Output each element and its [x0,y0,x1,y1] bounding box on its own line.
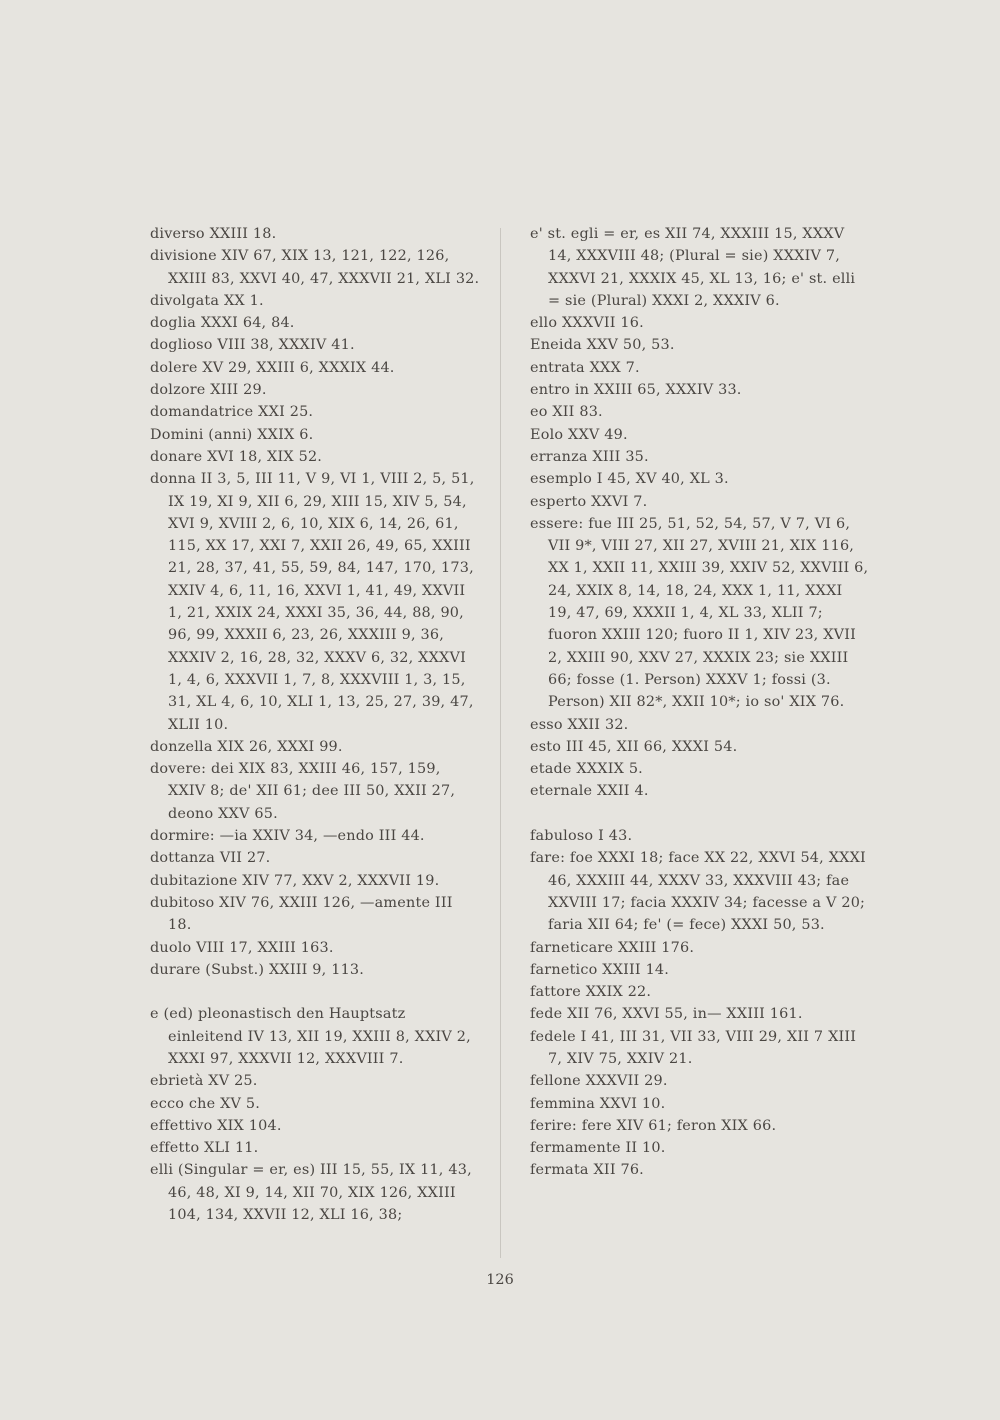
index-entry: effettivo XIX 104. [150,1117,282,1134]
index-entry: dubitoso XIV 76, XXIII 126, —amente III 18. [150,894,453,934]
index-entry: farnetico XXIII 14. [530,961,670,978]
index-entry: e (ed) pleonastisch den Hauptsatz einleitend IV 13, XII 19, XXIII 8, XXIV 2, XXXI 97, XXXVII 12, XXXVIII 7. [150,1006,471,1067]
index-entry: fedele I 41, III 31, VII 33, VIII 29, XII 7 XIII 7, XIV 75, XXIV 21. [530,1028,857,1067]
index-entry: fabuloso I 43. [530,828,633,845]
index-entry: fede XII 76, XXVI 55, in— XXIII 161. [530,1006,803,1023]
index-entry: effetto XLI 11. [150,1140,259,1157]
index-entry: doglia XXXI 64, 84. [150,315,295,332]
index-entry: esperto XXVI 7. [530,493,648,510]
index-entry: duolo VIII 17, XXIII 163. [150,939,334,956]
index-entry: esso XXII 32. [530,716,629,733]
index-entry: ferire: fere XIV 61; feron XIX 66. [530,1117,777,1134]
index-entry: dubitazione XIV 77, XXV 2, XXXVII 19. [150,872,440,889]
index-entry: doglioso VIII 38, XXXIV 41. [150,337,355,354]
index-entry: erranza XIII 35. [530,448,649,465]
index-entry: Eolo XXV 49. [530,426,628,443]
index-entry: fermata XII 76. [530,1162,644,1179]
index-entry: esto III 45, XII 66, XXXI 54. [530,738,738,755]
column-divider [500,228,501,1258]
index-entry: dormire: —ia XXIV 34, —endo III 44. [150,828,425,845]
index-entry: ebrietà XV 25. [150,1073,258,1090]
index-entry: entrata XXX 7. [530,359,640,376]
section-gap [150,981,480,1003]
index-entry: Eneida XXV 50, 53. [530,337,675,354]
index-entry: Domini (anni) XXIX 6. [150,426,314,443]
index-entry: eo XII 83. [530,404,603,421]
index-entry: etade XXXIX 5. [530,761,643,778]
index-entry: elli (Singular = er, es) III 15, 55, IX 11, 43, 46, 48, XI 9, 14, XII 70, XIX 126, XXIII 104, 134, XXVII 12, XLI 16, 38; [150,1162,472,1224]
index-entry: ecco che XV 5. [150,1095,261,1112]
index-entry: femmina XXVI 10. [530,1095,666,1112]
index-entry: fellone XXXVII 29. [530,1073,668,1090]
index-entry: farneticare XXIII 176. [530,939,695,956]
right-column [530,223,870,1182]
index-entry: fattore XXIX 22. [530,984,652,1001]
index-entry: dovere: dei XIX 83, XXIII 46, 157, 159, XXIV 8; de' XII 61; dee III 50, XXII 27, deono XXV 65. [150,761,456,822]
index-entry: dottanza VII 27. [150,850,271,867]
index-entry: diverso XXIII 18. [150,226,277,242]
index-entry: domandatrice XXI 25. [150,404,314,421]
index-entry: donzella XIX 26, XXXI 99. [150,738,343,755]
index-entry: dolere XV 29, XXIII 6, XXXIX 44. [150,359,395,376]
index-entry: dolzore XIII 29. [150,382,267,399]
index-entry: donare XVI 18, XIX 52. [150,448,323,465]
page-number: 126 [486,1272,514,1288]
index-entry: eternale XXII 4. [530,783,649,800]
section-gap [530,803,870,825]
index-entry: ello XXXVII 16. [530,315,644,332]
index-entry: e' st. egli = er, es XII 74, XXXIII 15, XXXV 14, XXXVIII 48; (Plural = sie) XXXIV 7, XXXVI 21, XXXIX 45, XL 13, 16; e' st. elli = sie (Plural) XXXI 2, XXXIV 6. [530,226,856,309]
index-entry: essere: fue III 25, 51, 52, 54, 57, V 7, VI 6, VII 9*, VIII 27, XII 27, XVIII 21, XIX 116, XX 1, XXII 11, XXIII 39, XXIV 52, XXVIII 6, 24, XXIX 8, 14, 18, 24, XXX 1, 11, XXXI 19, 47, 69, XXXII 1, 4, XL 33, XLII 7; fuoron XXIII 120; fuoro II 1, XIV 23, XVII 2, XXIII 90, XXV 27, XXXIX 23; sie XXIII 66; fosse (1. Person) XXXV 1; fossi (3. Person) XII 82*, XXII 10*; io so' XIX 76. [530,515,869,711]
index-entry: fare: foe XXXI 18; face XX 22, XXVI 54, XXXI 46, XXXIII 44, XXXV 33, XXXVIII 43; fae XXVIII 17; facia XXXIV 34; facesse a V 20; faria XII 64; fe' (= fece) XXXI 50, 53. [530,850,866,934]
index-entry: esemplo I 45, XV 40, XL 3. [530,471,729,488]
left-column [150,223,480,1226]
index-entry: divolgata XX 1. [150,292,264,309]
index-entry: durare (Subst.) XXIII 9, 113. [150,961,365,978]
index-entry: fermamente II 10. [530,1140,666,1157]
index-entry: divisione XIV 67, XIX 13, 121, 122, 126, XXIII 83, XXVI 40, 47, XXXVII 21, XLI 32. [150,248,480,287]
index-entry: entro in XXIII 65, XXXIV 33. [530,382,742,399]
index-entry: donna II 3, 5, III 11, V 9, VI 1, VIII 2, 5, 51, IX 19, XI 9, XII 6, 29, XIII 15, XIV 5, 54, XVI 9, XVIII 2, 6, 10, XIX 6, 14, 26, 61, 115, XX 17, XXI 7, XXII 26, 49, 65, XXIII 21, 28, 37, 41, 55, 59, 84, 147, 170, 173, XXIV 4, 6, 11, 16, XXVI 1, 41, 49, XXVII 1, 21, XXIX 24, XXXI 35, 36, 44, 88, 90, 96, 99, XXXII 6, 23, 26, XXXIII 9, 36, XXXIV 2, 16, 28, 32, XXXV 6, 32, XXXVI 1, 4, 6, XXXVII 1, 7, 8, XXXVIII 1, 3, 15, 31, XL 4, 6, 10, XLI 1, 13, 25, 27, 39, 47, XLII 10. [150,471,475,733]
